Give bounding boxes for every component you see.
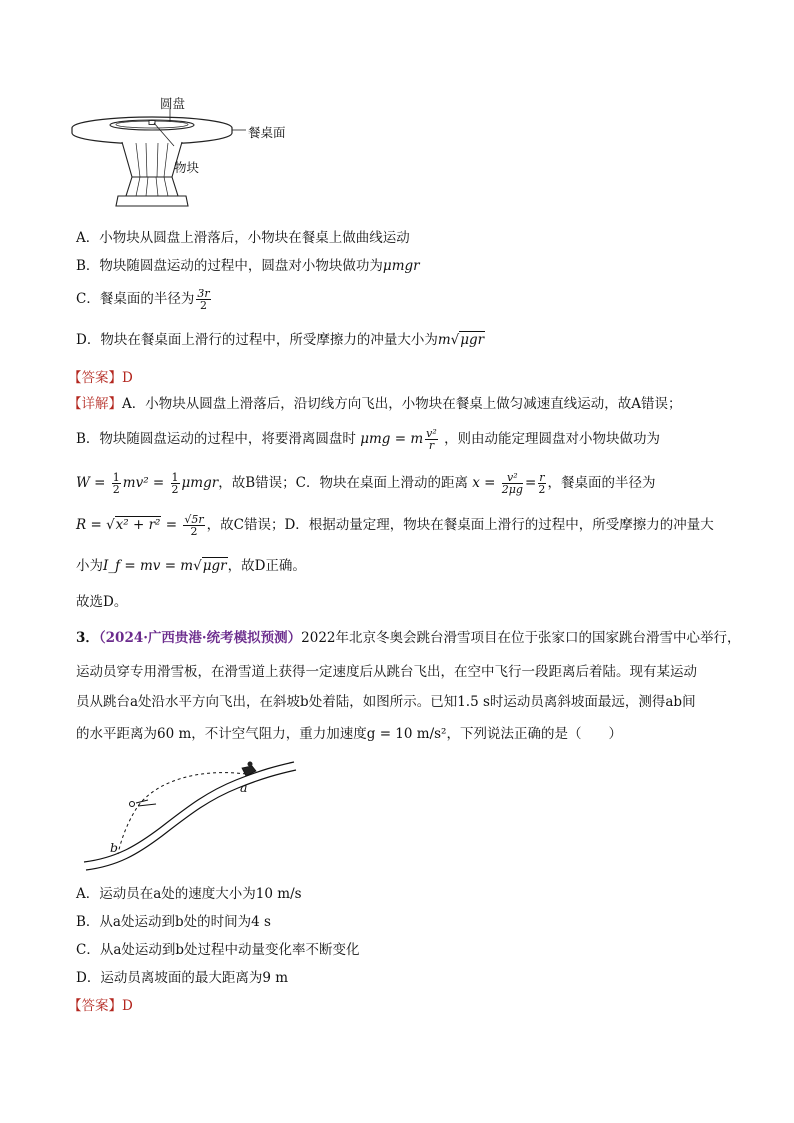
option-a: A．小物块从圆盘上滑落后，小物块在餐桌上做曲线运动 (76, 230, 410, 246)
answer-label: 【答案】 (68, 370, 122, 386)
option-d-expr: m (437, 332, 451, 348)
option-d-radicand: μgr (460, 332, 485, 348)
detail-line-6: 故选D。 (76, 594, 128, 610)
q3-source: （2024·广西贵港·统考模拟预测） (98, 630, 302, 646)
detail-line-5: 小为I_f = mv = m√μgr，故D正确。 (76, 558, 306, 574)
answer-value: D (122, 370, 133, 386)
label-block: 物块 (174, 160, 200, 175)
option-d: D．物块在餐桌面上滑行的过程中，所受摩擦力的冲量大小为m√μgr (76, 332, 485, 348)
label-disk: 圆盘 (160, 96, 186, 111)
detail-line-1: 【详解】A．小物块从圆盘上滑落后，沿切线方向飞出，小物块在餐桌上做匀减速直线运动，故A错误； (68, 396, 682, 412)
q3-option-c: C．从a处运动到b处过程中动量变化率不断变化 (76, 942, 360, 958)
answer-q3-value: D (122, 998, 133, 1014)
q3-line-1: 3．（2024·广西贵港·统考模拟预测）2022年北京冬奥会跳台滑雪项目在位于张家口的国家跳台滑雪中心举行， (76, 630, 741, 646)
label-point-b: b (110, 840, 119, 855)
q3-option-d: D．运动员离坡面的最大距离为9 m (76, 970, 289, 986)
answer-q2 (68, 368, 133, 388)
q3-option-a: A．运动员在a处的速度大小为10 m/s (76, 886, 302, 902)
detail-line-2: B．物块随圆盘运动的过程中，将要滑离圆盘时 μmg = m $\frac{\text{v²}}{r}$ ，则由动能定理圆盘对小物块做功为 (76, 427, 661, 452)
q3-line-3: 员从跳台a处沿水平方向飞出，在斜坡b处着陆，如图所示。已知1.5 s时运动员离斜坡面最远，测得ab间 (76, 694, 696, 710)
option-d-text: D．物块在餐桌面上滑行的过程中，所受摩擦力的冲量大小为 (76, 332, 438, 348)
option-c-text: C．餐桌面的半径为 (76, 291, 195, 307)
q3-line-2: 运动员穿专用滑雪板，在滑雪道上获得一定速度后从跳台飞出，在空中飞行一段距离后着陆。现有某运动 (76, 664, 697, 680)
table-figure (66, 92, 306, 222)
label-point-a: a (240, 780, 248, 795)
label-table-surface: 餐桌面 (248, 125, 286, 140)
detail-label: 【详解】 (68, 396, 122, 412)
option-c (76, 288, 213, 311)
option-b (76, 256, 420, 276)
q3-line-4: 的水平距离为60 m，不计空气阻力，重力加速度g = 10 m/s²，下列说法正确的是（ ） (76, 726, 622, 742)
option-b-text: B．物块随圆盘运动的过程中，圆盘对小物块做功为 (76, 258, 383, 274)
q3-option-b: B．从a处运动到b处的时间为4 s (76, 914, 271, 930)
ski-slope-figure (76, 758, 306, 876)
q3-number: 3． (76, 630, 99, 646)
detail-line-3: W = $\frac{1}{2}$ mv² = $\frac{1}{2}$ μmgr，故B错误；C．物块在桌面上滑动的距离 x = $\frac{\text{v²}}{2\mu g}$ = $\frac{r}{2}$ ，餐桌面的半径为 (76, 471, 656, 496)
detail-line-4: R = √x² + r² = $\frac{√5r}{2}$ ，故C错误；D．根据动量定理，物块在餐桌面上滑行的过程中，所受摩擦力的冲量大 (76, 513, 714, 538)
option-b-expr: μmgr (382, 258, 420, 274)
answer-q3 (68, 996, 133, 1016)
answer-q3-label: 【答案】 (68, 998, 122, 1014)
option-c-fraction: $\frac{3r}{2}$ (197, 287, 210, 312)
